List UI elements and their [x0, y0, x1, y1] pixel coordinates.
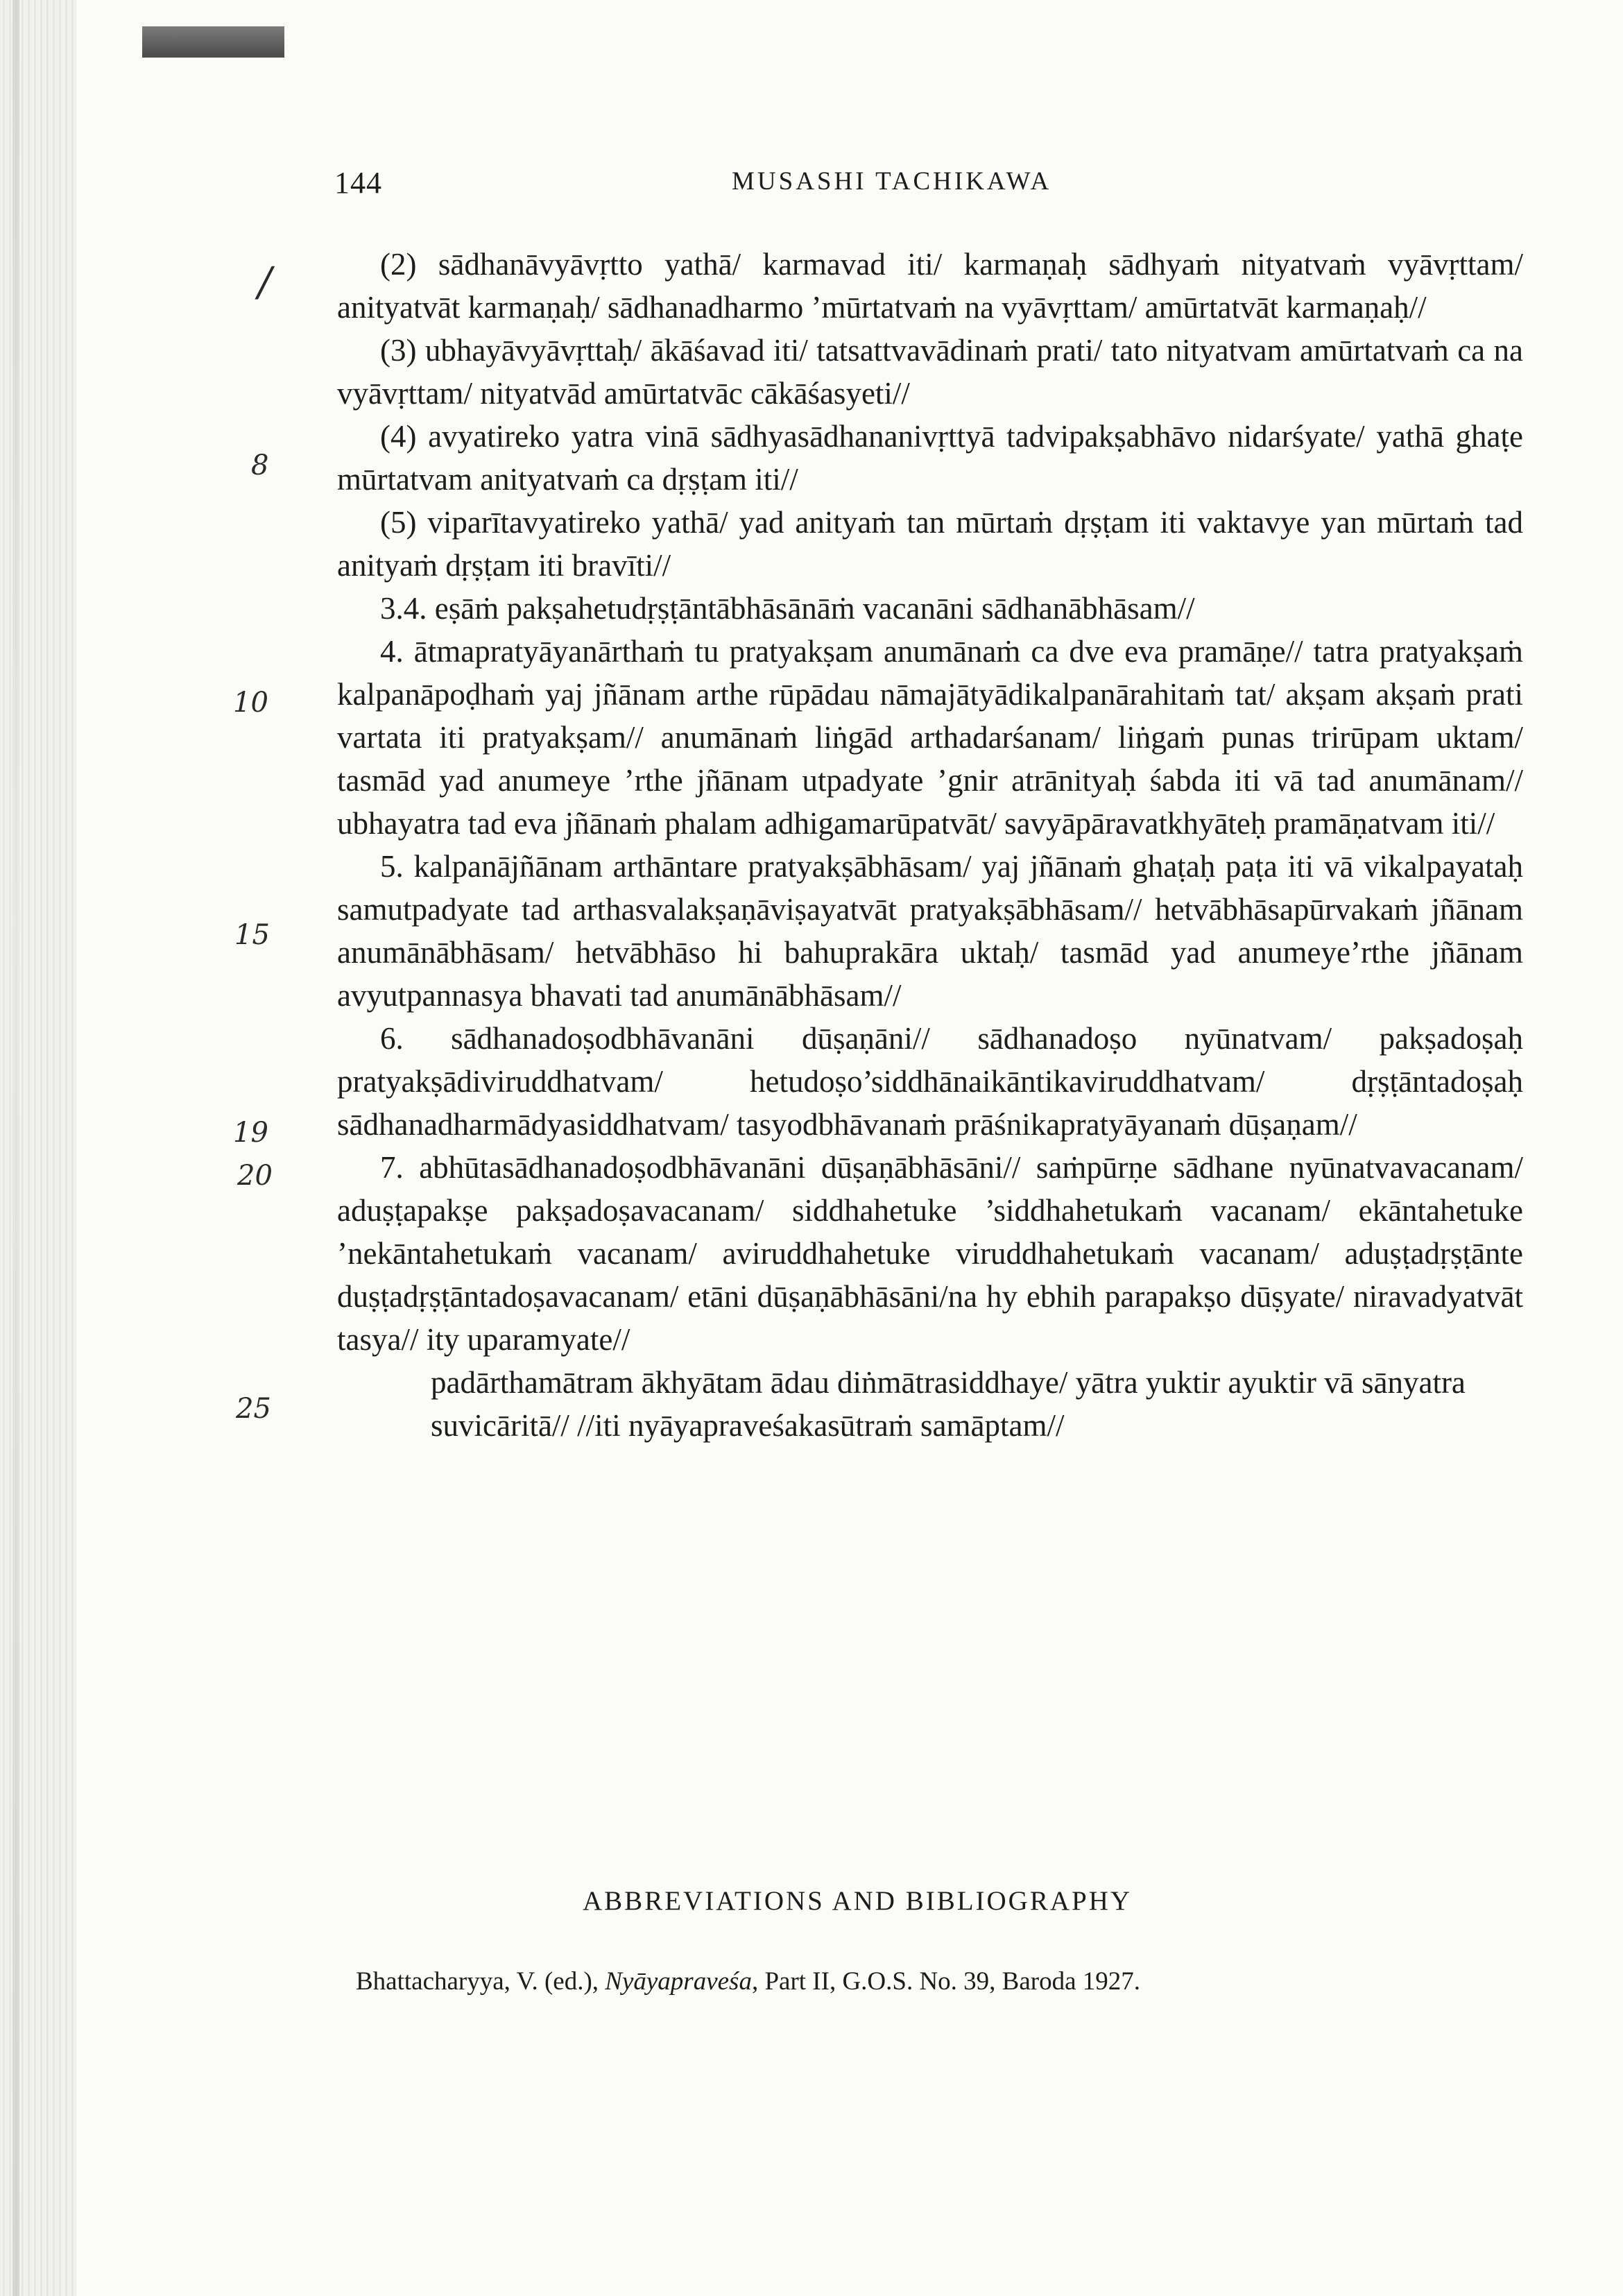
margin-note-slash: /: [258, 258, 272, 305]
paragraph-3-4: 3.4. eṣāṁ pakṣahetudṛṣṭāntābhāsānāṁ vacanāni sādhanābhāsam//: [380, 591, 1195, 626]
margin-note-10: 10: [233, 687, 268, 719]
body-text: [337, 243, 1523, 1447]
paragraph-section-5: 5. kalpanājñānam arthāntare pratyakṣābhāsam/ yaj jñānaṁ ghaṭaḥ paṭa iti vā vikalpayataḥ samutpadyate tad arthasvalakṣaṇāviṣayatvāt pratyakṣābhāsam// hetvābhāsapūrvakaṁ jñānam anumānābhāsam/ hetvābhāso hi bahuprakāra uktaḥ/ tasmād yad anumeye’rthe jñānam avyutpannasya bhavati tad anumānābhāsam//: [337, 849, 1523, 1013]
margin-note-19: 19: [233, 1117, 268, 1149]
paragraph-2: (2) sādhanāvyāvṛtto yathā/ karmavad iti/ karmaṇaḥ sādhyaṁ nityatvaṁ vyāvṛttam/ anityatvāt karmaṇaḥ/ sādhanadharmo ’mūrtatvaṁ na vyāvṛttam/ amūrtatvāt karmaṇaḥ//: [337, 247, 1523, 325]
paragraph-4: (4) avyatireko yatra vinā sādhyasādhananivṛttyā tadvipakṣabhāvo nidarśyate/ yathā ghaṭe mūrtatvam anityatvaṁ ca dṛṣṭam iti//: [337, 419, 1523, 497]
margin-note-5: 8: [251, 449, 269, 481]
bib-title: Nyāyapraveśa: [605, 1967, 752, 1996]
bib-details: , Part II, G.O.S. No. 39, Baroda 1927.: [751, 1967, 1141, 1996]
margin-note-15: 15: [234, 919, 270, 951]
bib-author: Bhattacharyya, V. (ed.),: [356, 1967, 606, 1996]
margin-note-20: 20: [237, 1160, 273, 1192]
section-heading: ABBREVIATIONS AND BIBLIOGRAPHY: [583, 1886, 1133, 1916]
closing-verse: padārthamātram ākhyātam ādau diṅmātrasiddhaye/ yātra yuktir ayuktir vā sānyatra suvicāritā// //iti nyāyapraveśakasūtraṁ samāptam//: [431, 1365, 1466, 1443]
page-number: 144: [334, 166, 382, 200]
paragraph-section-4: 4. ātmapratyāyanārthaṁ tu pratyakṣam anumānaṁ ca dve eva pramāṇe// tatra pratyakṣaṁ kalpanāpoḍhaṁ yaj jñānam arthe rūpādau nāmajātyādikalpanārahitaṁ tat/ akṣam akṣaṁ prati vartata iti pratyakṣam// anumānaṁ liṅgād arthadarśanam/ liṅgaṁ punas trirūpam uktam/ tasmād yad anumeye ’rthe jñānam utpadyate ’gnir atrānityaḥ śabda iti vā tad anumānam// ubhayatra tad eva jñānaṁ phalam adhigamarūpatvāt/ savyāpāravatkhyāteḥ pramāṇatvam iti//: [337, 634, 1523, 841]
running-head: MUSASHI TACHIKAWA: [732, 167, 1052, 196]
scan-artifact-bar: [142, 26, 284, 58]
margin-note-25: 25: [236, 1393, 271, 1425]
paragraph-section-7: 7. abhūtasādhanadoṣodbhāvanāni dūṣaṇābhāsāni// saṁpūrṇe sādhane nyūnatvavacanam/ aduṣṭapakṣe pakṣadoṣavacanam/ siddhahetuke ’siddhahetukaṁ vacanam/ ekāntahetuke ’nekāntahetukaṁ vacanam/ aviruddhahetuke viruddhahetukaṁ vacanam/ aduṣṭadṛṣṭānte duṣṭadṛṣṭāntadoṣavacanam/ etāni dūṣaṇābhāsāni/na hy ebhih parapakṣo dūṣyate/ niravadyatvāt tasya// ity uparamyate//: [337, 1150, 1523, 1357]
scan-edge-shadow: [0, 0, 76, 2296]
paragraph-5: (5) viparītavyatireko yathā/ yad anityaṁ tan mūrtaṁ dṛṣṭam iti vaktavye yan mūrtaṁ tad anityaṁ dṛṣṭam iti bravīti//: [337, 505, 1523, 583]
paragraph-3: (3) ubhayāvyāvṛttaḥ/ ākāśavad iti/ tatsattvavādinaṁ prati/ tato nityatvam amūrtatvaṁ ca na vyāvṛttam/ nityatvād amūrtatvāc cākāśasyeti//: [337, 333, 1523, 411]
scan-binding-line: [12, 0, 19, 2296]
bibliography-entry: [356, 1967, 1140, 1996]
paragraph-section-6: 6. sādhanadoṣodbhāvanāni dūṣaṇāni// sādhanadoṣo nyūnatvam/ pakṣadoṣaḥ pratyakṣādiviruddhatvam/ hetudoṣo’siddhānaikāntikaviruddhatvam/ dṛṣṭāntadoṣaḥ sādhanadharmādyasiddhatvam/ tasyodbhāvanaṁ prāśnikapratyāyanaṁ dūṣaṇam//: [337, 1021, 1523, 1142]
